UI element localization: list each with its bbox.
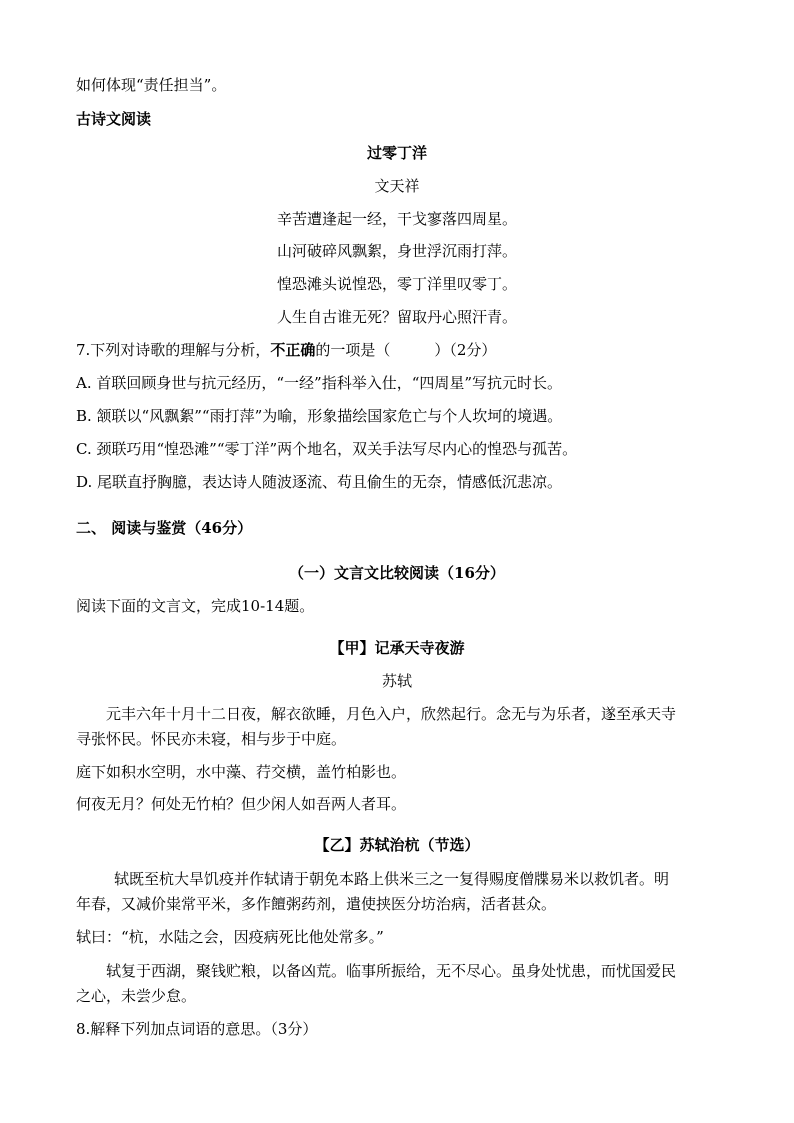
question-7-option-b: B. 颔联以“风飘絮”“雨打萍”为喻，形象描绘国家危亡与个人坎坷的境遇。 (76, 407, 563, 425)
text-b-paragraph-line: 之心，未尝少怠。 (76, 987, 197, 1005)
question-7-stem-before: 7.下列对诗歌的理解与分析， (76, 341, 271, 359)
reading-instruction: 阅读下面的文言文，完成10-14题。 (76, 597, 315, 615)
text-a-paragraph-line: 庭下如积水空明，水中藻、荇交横，盖竹柏影也。 (76, 763, 407, 781)
poem-line: 辛苦遭逢起一经，干戈寥落四周星。 (276, 210, 517, 228)
question-8-stem: 8.解释下列加点词语的意思。（3分） (76, 1020, 318, 1038)
text-b-paragraph-line: 轼曰：“杭，水陆之会，因疫病死比他处常多。” (76, 928, 384, 946)
text-b-title: 【乙】苏轼治杭（节选） (314, 836, 480, 854)
question-7-option-c: C. 颈联巧用“惶恐滩”“零丁洋”两个地名，双关手法写尽内心的惶恐与孤苦。 (76, 440, 578, 458)
poem-author: 文天祥 (374, 177, 420, 195)
section-2-heading: 二、 阅读与鉴赏（46分） (76, 519, 253, 537)
question-7-stem-bold: 不正确 (270, 341, 316, 359)
text-a-paragraph-line: 寻张怀民。怀民亦未寝，相与步于中庭。 (76, 730, 347, 748)
poem-title: 过零丁洋 (366, 144, 427, 162)
text-b-paragraph-line: 轼既至杭大旱饥疫并作轼请于朝免本路上供米三之一复得赐度僧牒易米以救饥者。明 (114, 870, 670, 888)
text-b-paragraph-line: 轼复于西湖，聚钱贮粮，以备凶荒。临事所振给，无不尽心。虽身处忧患，而忧国爱民 (106, 962, 677, 980)
text-a-title: 【甲】记承天寺夜游 (329, 639, 465, 657)
question-7-option-d: D. 尾联直抒胸臆，表达诗人随波逐流、苟且偷生的无奈，情感低沉悲凉。 (76, 473, 563, 491)
section-heading-ancient-poem: 古诗文阅读 (76, 110, 152, 128)
text-a-paragraph-line: 元丰六年十月十二日夜，解衣欲睡，月色入户，欣然起行。念无与为乐者，遂至承天寺 (106, 705, 677, 723)
poem-line: 惶恐滩头说惶恐，零丁洋里叹零丁。 (276, 275, 517, 293)
question-7-stem (76, 340, 496, 360)
poem-line: 人生自古谁无死？留取丹心照汗青。 (276, 308, 517, 326)
text-a-paragraph-line: 何夜无月？何处无竹柏？但少闲人如吾两人者耳。 (76, 795, 407, 813)
subsection-1-heading: （一）文言文比较阅读（16分） (289, 564, 505, 582)
question-7-stem-after: 的一项是（ (315, 341, 391, 359)
text-a-author: 苏轼 (381, 672, 412, 690)
poem-line: 山河破碎风飘絮，身世浮沉雨打萍。 (276, 242, 517, 260)
text-b-paragraph-line: 年春，又减价粜常平米，多作饘粥药剂，遣使挟医分坊治病，活者甚众。 (76, 895, 557, 913)
question-7-option-a: A. 首联回顾身世与抗元经历，“一经”指科举入仕，“四周星”写抗元时长。 (76, 374, 563, 392)
question-7-stem-end: ）（2分） (434, 341, 497, 359)
intro-line: 如何体现“责任担当”。 (76, 76, 227, 94)
